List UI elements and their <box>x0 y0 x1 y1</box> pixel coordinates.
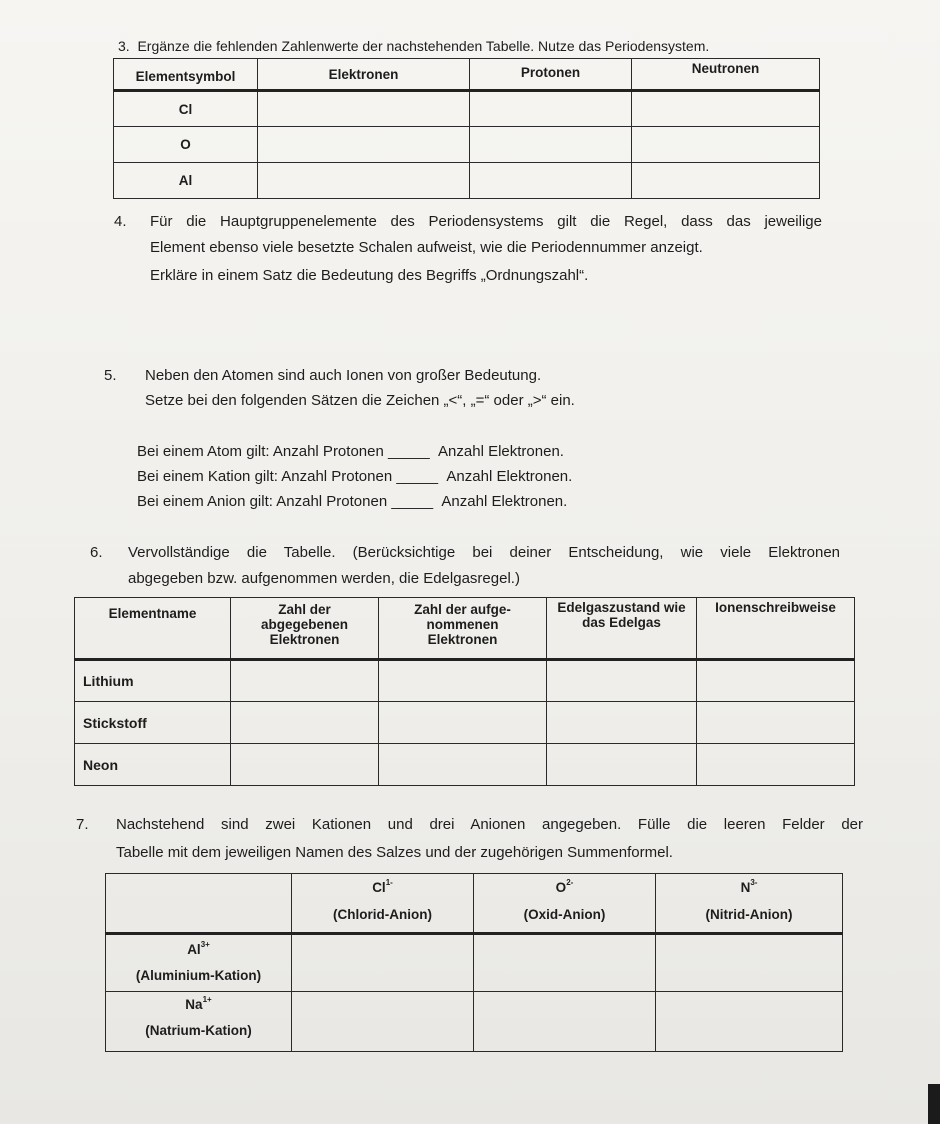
q5-blank-anion[interactable]: _____ <box>391 493 434 510</box>
q3-cell-al-elektronen[interactable] <box>258 163 470 199</box>
q5-sentence-atom-text: Bei einem Atom gilt: Anzahl Protonen <box>137 443 384 460</box>
q6-header-row <box>75 598 855 660</box>
q3-instruction <box>118 36 709 56</box>
q7-cell-na-cl[interactable] <box>292 992 474 1052</box>
q7-cell-al-o[interactable] <box>474 934 656 992</box>
q6-header-aufgenommen: Zahl der aufge-nommenen Elektronen <box>379 598 547 660</box>
q6-line1: Vervollständige die Tabelle. (Berücksichtige bei deiner Entscheidung, wie viele Elektronen <box>128 544 840 561</box>
q6-cell-neon-edelgas[interactable] <box>547 744 697 786</box>
q7-cell-al-n[interactable] <box>656 934 843 992</box>
q7-header-empty <box>106 874 292 934</box>
q3-text: Ergänze die fehlenden Zahlenwerte der nachstehenden Tabelle. Nutze das Periodensystem. <box>137 38 710 54</box>
q7-number: 7. <box>76 816 89 833</box>
q7-cell-al-cl[interactable] <box>292 934 474 992</box>
q7-table <box>105 873 843 1052</box>
q7-row-natrium <box>106 992 843 1052</box>
q3-cell-al-neutronen[interactable] <box>632 163 820 199</box>
q5-blank-atom[interactable]: _____ <box>387 443 430 460</box>
q3-number: 3. <box>118 38 130 54</box>
q7-header-nitrid <box>656 874 843 934</box>
q5-sentence-anion-text: Bei einem Anion gilt: Anzahl Protonen <box>137 493 388 510</box>
q7-anion-o-symbol: $O^{2-}$ <box>555 878 574 895</box>
q3-cell-o-protonen[interactable] <box>470 127 632 163</box>
q3-symbol-cl: Cl <box>114 91 258 127</box>
q3-row-cl <box>114 91 820 127</box>
q6-cell-neon-abgegeben[interactable] <box>231 744 379 786</box>
q6-header-ionenschreibweise: Ionenschreibweise <box>697 598 855 660</box>
q7-header-chlorid <box>292 874 474 934</box>
q6-header-elementname: Elementname <box>75 598 231 660</box>
q6-header-edelgas: Edelgaszustand wie das Edelgas <box>547 598 697 660</box>
q7-cation-al-symbol: $Al^{3+}$ <box>187 940 210 957</box>
q5-sentence-kation-end: Anzahl Elektronen. <box>446 468 573 485</box>
q7-header-row <box>106 874 843 934</box>
q3-symbol-o: O <box>114 127 258 163</box>
q3-header-elektronen: Elektronen <box>258 59 470 91</box>
q5-sentence-anion-end: Anzahl Elektronen. <box>441 493 568 510</box>
q3-cell-cl-protonen[interactable] <box>470 91 632 127</box>
q4-line2: Element ebenso viele besetzte Schalen aufweist, wie die Periodennummer anzeigt. <box>150 239 703 256</box>
q4-number: 4. <box>114 213 127 230</box>
q6-cell-stickstoff-abgegeben[interactable] <box>231 702 379 744</box>
q6-row-stickstoff <box>75 702 855 744</box>
q5-line1: Neben den Atomen sind auch Ionen von großer Bedeutung. <box>145 367 542 384</box>
q3-row-al <box>114 163 820 199</box>
q7-anion-o-name: (Oxid-Anion) <box>523 907 606 922</box>
q6-row-neon <box>75 744 855 786</box>
q6-row-lithium <box>75 660 855 702</box>
q7-anion-cl-name: (Chlorid-Anion) <box>333 907 432 922</box>
q4-line1: Für die Hauptgruppenelemente des Periodensystems gilt die Regel, dass das jeweilige <box>150 213 822 230</box>
q6-cell-lithium-abgegeben[interactable] <box>231 660 379 702</box>
q5-sentence-kation <box>137 467 572 487</box>
q7-line1: Nachstehend sind zwei Kationen und drei Anionen angegeben. Fülle die leeren Felder der <box>116 816 863 833</box>
q3-cell-al-protonen[interactable] <box>470 163 632 199</box>
q6-cell-neon-ion[interactable] <box>697 744 855 786</box>
q3-cell-cl-elektronen[interactable] <box>258 91 470 127</box>
q6-cell-stickstoff-ion[interactable] <box>697 702 855 744</box>
q3-cell-o-neutronen[interactable] <box>632 127 820 163</box>
q6-element-stickstoff: Stickstoff <box>75 702 231 744</box>
q3-table <box>113 58 820 199</box>
q6-element-neon: Neon <box>75 744 231 786</box>
q6-cell-lithium-aufgenommen[interactable] <box>379 660 547 702</box>
q6-table <box>74 597 855 786</box>
q6-header-abgegeben: Zahl der abgegebenen Elektronen <box>231 598 379 660</box>
q4-answer-area[interactable] <box>150 292 822 352</box>
q7-header-oxid <box>474 874 656 934</box>
q6-line2: abgegeben bzw. aufgenommen werden, die Edelgasregel.) <box>128 570 520 587</box>
q6-cell-neon-aufgenommen[interactable] <box>379 744 547 786</box>
q5-sentence-kation-text: Bei einem Kation gilt: Anzahl Protonen <box>137 468 393 485</box>
q5-number: 5. <box>104 367 117 384</box>
q7-anion-n-symbol: $N^{3-}$ <box>740 878 758 895</box>
q6-element-lithium: Lithium <box>75 660 231 702</box>
q6-number: 6. <box>90 544 103 561</box>
q7-cation-al <box>106 934 292 992</box>
q7-line2: Tabelle mit dem jeweiligen Namen des Salzes und der zugehörigen Summenformel. <box>116 844 673 861</box>
q3-cell-cl-neutronen[interactable] <box>632 91 820 127</box>
q6-cell-lithium-edelgas[interactable] <box>547 660 697 702</box>
q6-cell-lithium-ion[interactable] <box>697 660 855 702</box>
q7-anion-n-name: (Nitrid-Anion) <box>705 907 793 922</box>
q7-cation-na <box>106 992 292 1052</box>
q7-cation-na-symbol: $Na^{1+}$ <box>185 995 212 1012</box>
q7-cell-na-o[interactable] <box>474 992 656 1052</box>
q3-header-row <box>114 59 820 91</box>
q3-cell-o-elektronen[interactable] <box>258 127 470 163</box>
q7-anion-cl-symbol: $Cl^{1-}$ <box>372 878 393 895</box>
q6-cell-stickstoff-edelgas[interactable] <box>547 702 697 744</box>
page-edge-shadow <box>928 1084 940 1124</box>
q3-header-neutronen: Neutronen <box>632 59 820 91</box>
q5-blank-kation[interactable]: _____ <box>396 468 439 485</box>
q3-header-protonen: Protonen <box>470 59 632 91</box>
q7-cation-na-name: (Natrium-Kation) <box>145 1023 252 1038</box>
q7-cell-na-n[interactable] <box>656 992 843 1052</box>
q3-symbol-al: Al <box>114 163 258 199</box>
q7-row-aluminium <box>106 934 843 992</box>
q3-header-elementsymbol: Elementsymbol <box>114 59 258 91</box>
q5-sentence-atom <box>137 442 564 462</box>
q3-row-o <box>114 127 820 163</box>
q5-sentence-anion <box>137 492 567 512</box>
q5-line2: Setze bei den folgenden Sätzen die Zeichen „<“, „=“ oder „>“ ein. <box>145 392 575 409</box>
q6-cell-stickstoff-aufgenommen[interactable] <box>379 702 547 744</box>
q5-sentence-atom-end: Anzahl Elektronen. <box>438 443 564 460</box>
q4-line3: Erkläre in einem Satz die Bedeutung des Begriffs „Ordnungszahl“. <box>150 267 589 284</box>
q7-cation-al-name: (Aluminium-Kation) <box>135 968 262 983</box>
